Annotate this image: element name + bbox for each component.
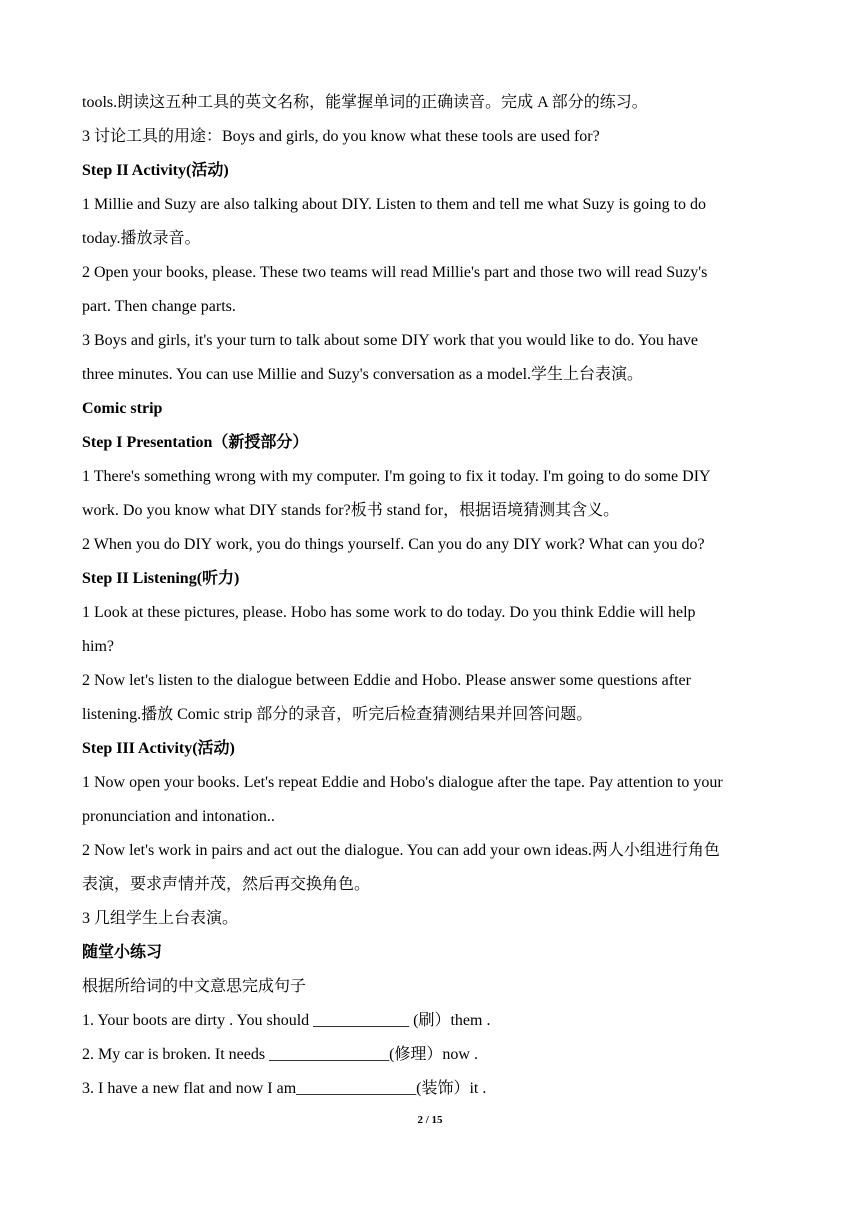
section-heading: Step I Presentation（新授部分） <box>82 434 309 451</box>
text-line: him? <box>82 638 114 655</box>
text-line: 2 When you do DIY work, you do things yourself. Can you do any DIY work? What can you do? <box>82 536 705 553</box>
text-line: 1 Millie and Suzy are also talking about DIY. Listen to them and tell me what Suzy is going to do <box>82 196 707 213</box>
text-line: 3 几组学生上台表演。 <box>82 910 239 927</box>
text-line: work. Do you know what DIY stands for?板书 stand for，根据语境猜测其含义。 <box>82 502 620 519</box>
section-heading: Step III Activity(活动) <box>82 740 235 757</box>
section-heading: Comic strip <box>82 400 163 417</box>
section-heading: 随堂小练习 <box>82 944 163 961</box>
text-line: 3 讨论工具的用途：Boys and girls, do you know what these tools are used for? <box>82 128 600 145</box>
text-line: tools.朗读这五种工具的英文名称，能掌握单词的正确读音。完成 A 部分的练习。 <box>82 94 648 111</box>
exercise-line: 1. Your boots are dirty . You should ____________ (刷）them . <box>82 1012 491 1029</box>
text-line: part. Then change parts. <box>82 298 236 315</box>
text-line: 1 Look at these pictures, please. Hobo has some work to do today. Do you think Eddie will help <box>82 604 696 621</box>
text-line: 2 Now let's work in pairs and act out the dialogue. You can add your own ideas.两人小组进行角色 <box>82 842 720 859</box>
text-line: pronunciation and intonation.. <box>82 808 275 825</box>
section-heading: Step II Listening(听力) <box>82 570 240 587</box>
text-line: three minutes. You can use Millie and Suzy's conversation as a model.学生上台表演。 <box>82 366 644 383</box>
page-number: 2 / 15 <box>417 1114 443 1126</box>
text-line: 2 Now let's listen to the dialogue between Eddie and Hobo. Please answer some questions after <box>82 672 691 689</box>
document-page <box>82 86 782 1106</box>
text-line: 1 There's something wrong with my computer. I'm going to fix it today. I'm going to do some DIY <box>82 468 711 485</box>
text-line: 表演，要求声情并茂，然后再交换角色。 <box>82 876 371 893</box>
text-line: 2 Open your books, please. These two teams will read Millie's part and those two will read Suzy's <box>82 264 708 281</box>
text-line: 根据所给词的中文意思完成句子 <box>82 978 307 995</box>
text-line: listening.播放 Comic strip 部分的录音，听完后检查猜测结果并回答问题。 <box>82 706 593 723</box>
exercise-line: 3. I have a new flat and now I am_______________(装饰）it . <box>82 1080 487 1097</box>
section-heading: Step II Activity(活动) <box>82 162 229 179</box>
text-line: today.播放录音。 <box>82 230 201 247</box>
text-line: 3 Boys and girls, it's your turn to talk about some DIY work that you would like to do. You have <box>82 332 699 349</box>
text-line: 1 Now open your books. Let's repeat Eddie and Hobo's dialogue after the tape. Pay attention to your <box>82 774 723 791</box>
exercise-line: 2. My car is broken. It needs _______________(修理）now . <box>82 1046 478 1063</box>
